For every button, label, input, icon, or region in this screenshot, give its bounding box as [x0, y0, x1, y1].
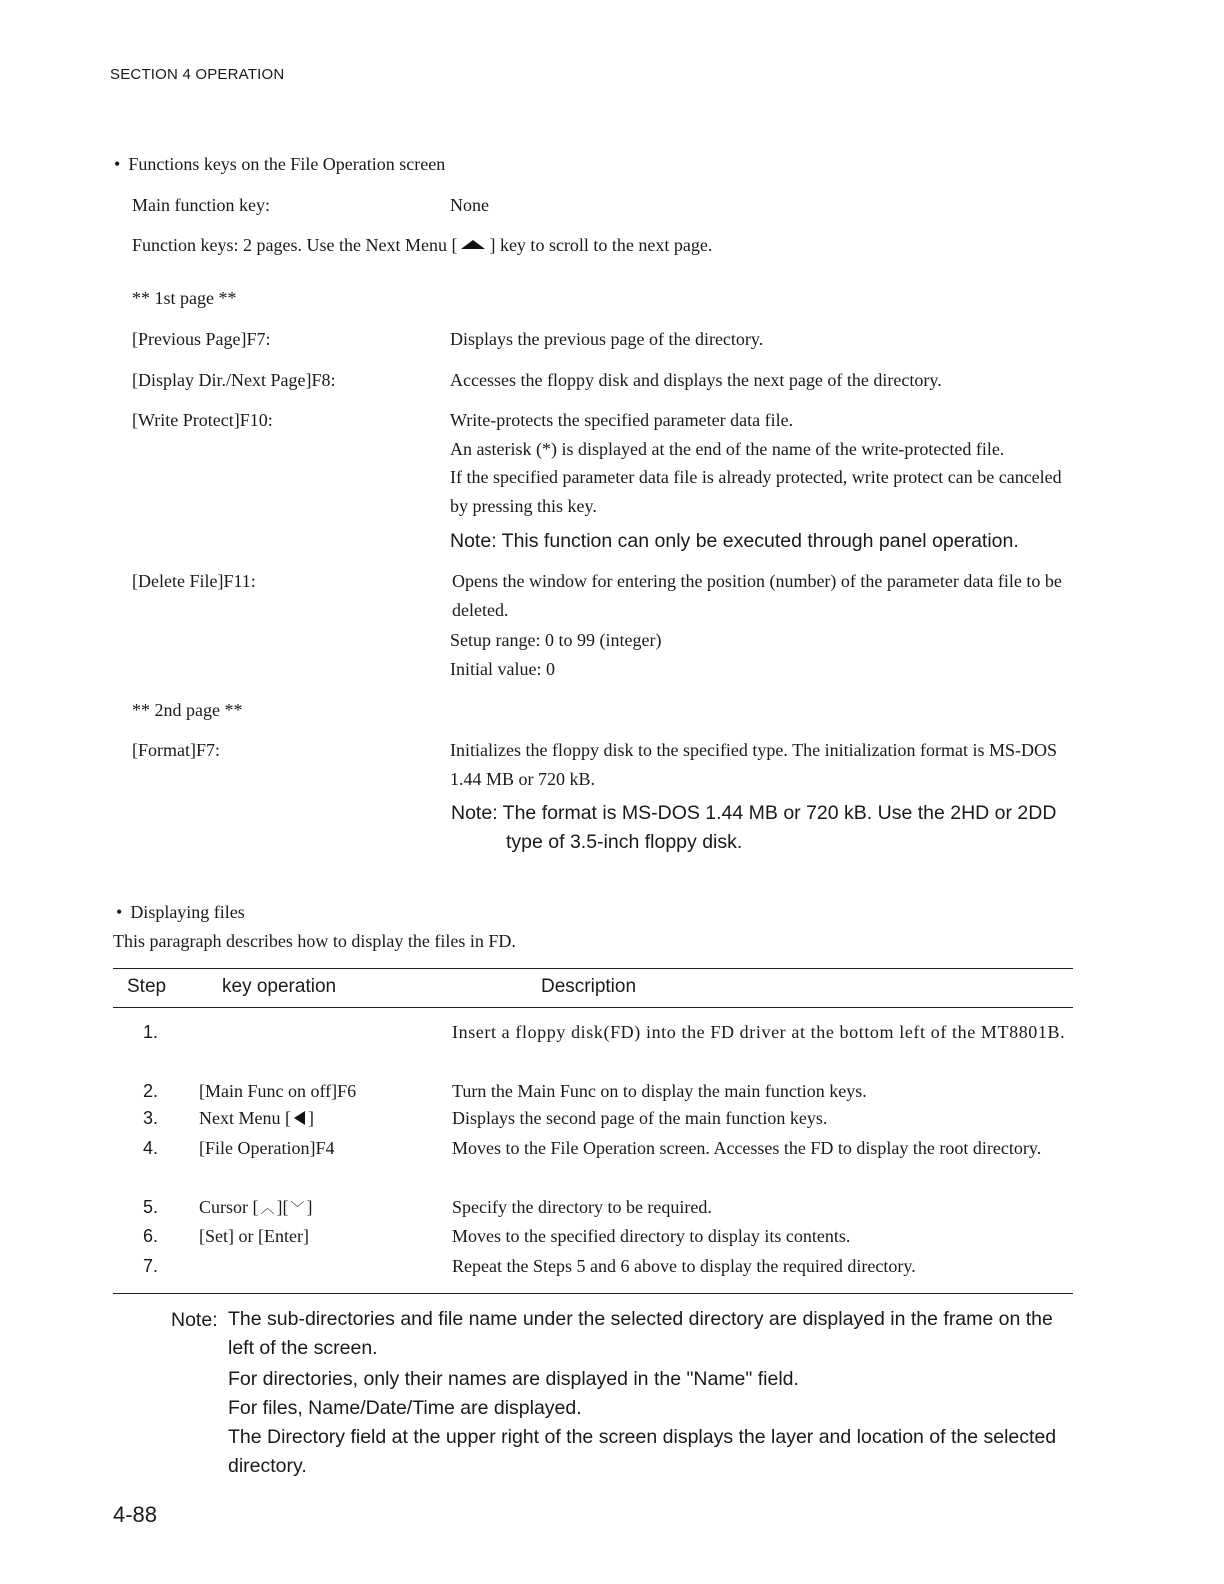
chevron-up-icon: ︿	[260, 1201, 275, 1217]
table-header-key-operation: key operation	[222, 976, 337, 997]
chevron-down-icon: ﹀	[290, 1201, 305, 1217]
table-row-step: 6.	[143, 1226, 159, 1246]
displaying-files-title: • Displaying files	[116, 902, 245, 923]
section-header: SECTION 4 OPERATION	[110, 66, 285, 83]
table-row-desc: Displays the second page of the main function keys.	[452, 1108, 828, 1128]
table-header-rule	[113, 1007, 1073, 1008]
cursor-key-bracket: ]	[306, 1197, 313, 1217]
next-menu-key-label: Next Menu [	[199, 1108, 291, 1128]
table-row-desc: Turn the Main Func on to display the main function keys.	[452, 1081, 867, 1101]
table-header-step: Step	[127, 976, 167, 997]
table-header-description: Description	[541, 976, 637, 997]
table-row-desc: Insert a floppy disk(FD) into the FD driver at the bottom left of the MT8801B.	[452, 1022, 1066, 1042]
displaying-files-intro: This paragraph describes how to display the files in FD.	[113, 931, 516, 951]
table-row-step: 7.	[143, 1256, 159, 1276]
table-row-key: [Main Func on off]F6	[199, 1081, 357, 1101]
table-row-key: [File Operation]F4	[199, 1138, 335, 1158]
table-row-step: 2.	[143, 1081, 159, 1101]
bottom-note-line1: The sub-directories and file name under the selected directory are displayed in the frame on the left of the screen.	[228, 1308, 1053, 1359]
table-row-key: [Set] or [Enter]	[199, 1226, 309, 1246]
table-row-step: 5.	[143, 1197, 159, 1217]
table-row-step: 3.	[143, 1108, 159, 1128]
table-top-rule	[113, 968, 1073, 969]
bottom-note-line2: For directories, only their names are displayed in the "Name" field.	[228, 1368, 799, 1390]
write-protect-desc1: Write-protects the specified parameter data file.	[450, 410, 794, 430]
next-menu-key-bracket: ]	[307, 1108, 314, 1128]
function-keys-text-before: Function keys: 2 pages. Use the Next Menu [	[132, 235, 458, 255]
functions-title: • Functions keys on the File Operation screen	[114, 154, 445, 175]
delete-file-desc3: Initial value: 0	[450, 659, 555, 679]
table-row-desc: Specify the directory to be required.	[452, 1197, 712, 1217]
bottom-note-label: Note:	[171, 1309, 218, 1331]
write-protect-note: Note: This function can only be executed through panel operation.	[450, 530, 1019, 552]
table-row-step: 4.	[143, 1138, 159, 1158]
page1-heading: ** 1st page **	[132, 288, 237, 308]
cursor-key-mid: ][	[276, 1197, 289, 1217]
page-number: 4-88	[113, 1502, 158, 1527]
main-function-key-label: Main function key:	[132, 195, 270, 215]
previous-page-desc: Displays the previous page of the directory.	[450, 329, 764, 349]
format-desc: Initializes the floppy disk to the specified type. The initialization format is MS-DOS 1.44 MB or 720 kB.	[450, 740, 1058, 789]
bottom-note-line4: The Directory field at the upper right of the screen displays the layer and location of the selected directory.	[228, 1426, 1057, 1477]
cursor-key-label: Cursor [	[199, 1197, 259, 1217]
display-dir-key: [Display Dir./Next Page]F8:	[132, 370, 336, 390]
format-note-line1: Note: The format is MS-DOS 1.44 MB or 720 kB. Use the 2HD or 2DD	[451, 802, 1057, 824]
previous-page-key: [Previous Page]F7:	[132, 329, 271, 349]
display-dir-desc: Accesses the floppy disk and displays the next page of the directory.	[450, 370, 942, 390]
write-protect-desc2: An asterisk (*) is displayed at the end of the name of the write-protected file.	[450, 439, 1005, 459]
delete-file-key: [Delete File]F11:	[132, 571, 256, 591]
write-protect-key: [Write Protect]F10:	[132, 410, 273, 430]
function-keys-text-after: ] key to scroll to the next page.	[489, 235, 713, 255]
bottom-note-line3: For files, Name/Date/Time are displayed.	[228, 1397, 582, 1419]
main-function-key-value: None	[450, 195, 489, 215]
table-row-desc: Moves to the File Operation screen. Accesses the FD to display the root directory.	[452, 1138, 1042, 1158]
format-key: [Format]F7:	[132, 740, 220, 760]
format-note-line2: type of 3.5-inch floppy disk.	[506, 831, 743, 853]
table-row-step: 1.	[143, 1022, 159, 1042]
table-row-key	[199, 1108, 314, 1129]
left-triangle-icon	[294, 1111, 305, 1125]
table-row-desc: Repeat the Steps 5 and 6 above to display the required directory.	[452, 1256, 916, 1276]
page2-heading: ** 2nd page **	[132, 700, 243, 720]
next-menu-triangle-icon	[461, 240, 485, 249]
write-protect-desc3: If the specified parameter data file is already protected, write protect can be canceled by pressing this key.	[450, 467, 1062, 516]
table-row-key	[199, 1197, 313, 1218]
delete-file-desc1: Opens the window for entering the position (number) of the parameter data file to be deleted.	[452, 571, 1062, 620]
function-keys-line	[132, 235, 712, 256]
delete-file-desc2: Setup range: 0 to 99 (integer)	[450, 630, 662, 650]
table-bottom-rule	[113, 1293, 1073, 1294]
table-row-desc: Moves to the specified directory to display its contents.	[452, 1226, 851, 1246]
